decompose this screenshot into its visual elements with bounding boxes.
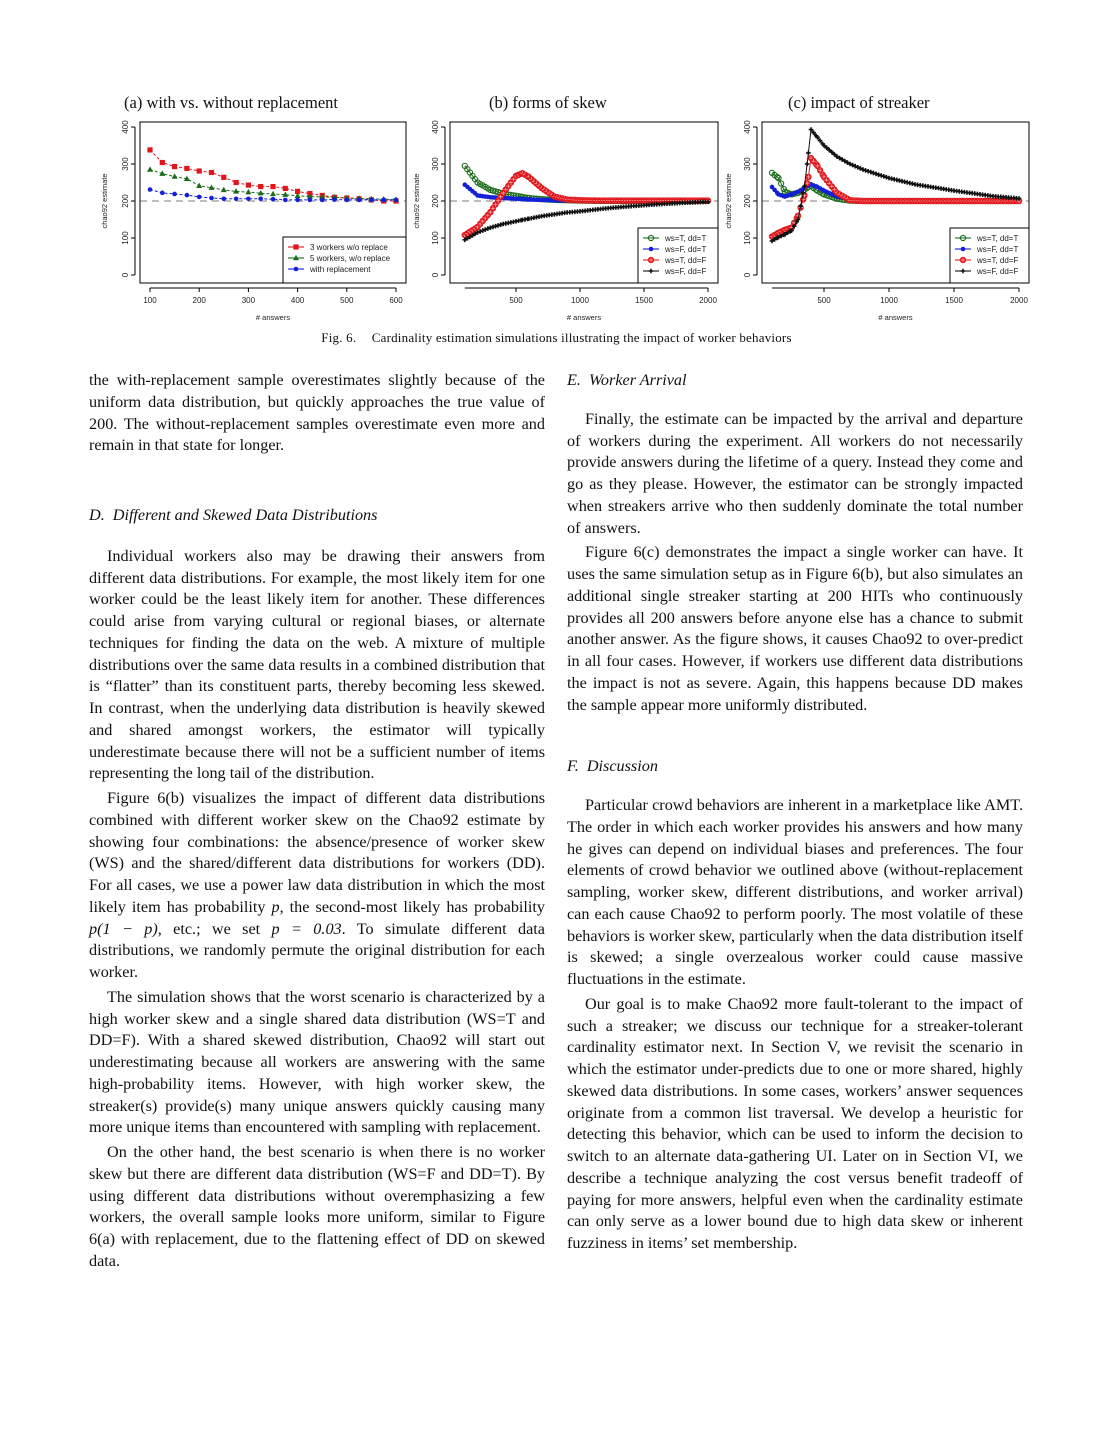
legend-label: ws=F, dd=F: [665, 267, 707, 276]
section-number: F.: [567, 757, 579, 776]
x-tick-label: 2000: [1010, 296, 1028, 305]
data-point: [234, 196, 239, 201]
data-point: [148, 187, 153, 192]
chart-panel-b: [412, 120, 718, 322]
y-tick-label: 300: [743, 157, 752, 171]
data-point: [258, 196, 263, 201]
legend-marker: [960, 257, 966, 263]
paragraph-intro: the with-replacement sample overestimates slightly because of the uniform data distribution, but quickly approaches the true value of 200. The without-replacement samples overestimate even more and remain in that state for longer.: [89, 371, 545, 455]
section-number: D.: [89, 506, 105, 524]
section-title: Different and Skewed Data Distributions: [112, 506, 378, 524]
data-point: [246, 182, 251, 187]
legend-label: ws=T, dd=T: [977, 234, 1019, 243]
math-p-one-minus-p: p(1 − p): [89, 919, 158, 938]
data-point: [197, 168, 202, 173]
data-point: [258, 184, 263, 189]
data-point: [394, 198, 399, 203]
x-tick-label: 1000: [880, 296, 898, 305]
legend-label: ws=F, dd=T: [977, 245, 1019, 254]
x-tick-label: 1500: [945, 296, 963, 305]
y-tick-label: 100: [121, 231, 130, 245]
x-tick-label: 200: [192, 296, 206, 305]
x-tick-label: 300: [241, 296, 256, 305]
data-point: [196, 183, 202, 188]
section-heading-d: [89, 505, 545, 527]
x-tick-label: 2000: [699, 296, 717, 305]
legend: [638, 228, 718, 283]
data-point: [185, 193, 190, 198]
section-number: E.: [567, 371, 581, 389]
x-axis-label: # answers: [566, 313, 602, 322]
data-point: [245, 189, 251, 194]
figure-caption: [0, 330, 1113, 346]
data-point: [308, 198, 313, 203]
data-point: [320, 198, 325, 203]
caption-text: Cardinality estimation simulations illustrating the impact of worker behaviors: [371, 330, 792, 345]
data-point: [209, 196, 214, 201]
y-tick-label: 0: [431, 272, 440, 278]
y-tick-label: 400: [743, 120, 752, 134]
right-column: [567, 370, 1023, 1258]
data-point: [271, 197, 276, 202]
data-point: [295, 198, 300, 203]
y-tick-label: 200: [431, 194, 440, 208]
data-point: [381, 198, 386, 203]
figure-6-charts: [0, 0, 1113, 330]
panel-title-b: (b) forms of skew: [489, 93, 607, 112]
legend-label: ws=F, dd=T: [665, 245, 707, 254]
data-point: [209, 170, 214, 175]
section-title: Worker Arrival: [588, 371, 687, 389]
y-tick-label: 200: [743, 194, 752, 208]
x-tick-label: 1000: [571, 296, 589, 305]
section-heading-f: [567, 756, 1023, 778]
x-tick-label: 1500: [635, 296, 653, 305]
data-point: [172, 173, 178, 178]
y-tick-label: 400: [121, 120, 130, 134]
y-axis-label: chao92 estimate: [724, 173, 733, 229]
data-point: [172, 192, 177, 197]
x-tick-label: 500: [817, 296, 831, 305]
paragraph: The simulation shows that the worst scenario is characterized by a high worker skew and a single shared data distribution (WS=T and DD=F). With a shared skewed distribution, Chao92 will start out underestimating because all workers are answering with the same high-probability items. However, with high worker skew, the streaker(s) provide(s) many unique answers quickly causing many more unique items than encountered with sampling with replacement.: [89, 987, 545, 1137]
legend-marker: [648, 257, 654, 263]
text-run: Figure 6(b) visualizes the impact of different data distributions combined with different worker skew on the Chao92 estimate by showing four combinations: the absence/presence of worker skew (WS) and the shared/different data distributions for workers (DD). For all cases, we use a power law data distribution in which the most likely item has probability: [89, 789, 545, 916]
y-tick-label: 400: [431, 120, 440, 134]
x-tick-label: 500: [509, 296, 523, 305]
y-axis-label: chao92 estimate: [412, 173, 421, 229]
data-point: [283, 198, 288, 203]
series-line: [772, 158, 1019, 236]
data-point: [270, 184, 275, 189]
panel-title-a: (a) with vs. without replacement: [124, 93, 338, 112]
y-tick-label: 100: [431, 231, 440, 245]
data-point: [147, 166, 153, 171]
chart-panel-a: [100, 120, 406, 322]
left-column: [89, 370, 545, 1276]
data-point: [806, 174, 812, 180]
paragraph: Finally, the estimate can be impacted by the arrival and departure of workers during the experiment. All workers do not necessarily provide answers during the lifetime of a query. Instead they come and go as they please. However, the estimator can be strongly impacted when streakers arrive who then suddenly dominate the total number of answers.: [567, 409, 1023, 537]
section-title: Discussion: [586, 757, 658, 776]
data-point: [234, 180, 239, 185]
data-point: [345, 198, 350, 203]
data-point: [357, 198, 362, 203]
data-point: [222, 196, 227, 201]
paragraph: Particular crowd behaviors are inherent in a marketplace like AMT. The order in which each worker provides his answers and how many he gives can depend on individual biases and preferences. The four elements of crowd behavior we outlined above (without-replacement sampling, worker skew, different distributions, and worker arrival) can each cause Chao92 to perform poorly. The most volatile of these behaviors is worker skew, particularly when the data distribution itself is skewed; a single overzealous worker could cause massive fluctuations in the estimate.: [567, 796, 1023, 988]
y-tick-label: 0: [121, 272, 130, 278]
math-p-equals: p = 0.03: [271, 919, 342, 938]
text-run: . To simulate different data distributions, we randomly permute the original distribution for each worker.: [89, 919, 545, 981]
data-point: [270, 191, 276, 196]
y-tick-label: 300: [121, 157, 130, 171]
data-point: [160, 160, 165, 165]
data-point: [332, 197, 337, 202]
x-tick-label: 400: [290, 296, 305, 305]
y-tick-label: 0: [743, 272, 752, 278]
legend-marker: [294, 267, 299, 272]
data-point: [172, 164, 177, 169]
data-point: [246, 196, 251, 201]
paragraph: On the other hand, the best scenario is when there is no worker skew but there are different data distribution (WS=F and DD=T). By using different data distributions without overemphasizing a few workers, the overall sample looks more uniform, similar to Figure 6(a) with replacement, due to the flattening effect of DD on skewed data.: [89, 1143, 545, 1270]
chart-panel-c: [724, 120, 1029, 322]
legend: [283, 237, 406, 283]
legend-marker: [293, 244, 298, 249]
legend-label: ws=T, dd=F: [665, 256, 707, 265]
legend-label: 3 workers w/o replace: [310, 243, 388, 252]
paragraph: Our goal is to make Chao92 more fault-tolerant to the impact of such a streaker; we discuss our technique for a streaker-tolerant cardinality estimator next. In Section V, we revisit the scenario in which the estimator under-predicts due to one or more shared, highly skewed data distributions. In some cases, workers’ answer sequences originate from a common list traversal. We develop a heuristic for detecting this behavior, which can be used to inform the decision to switch to an alternate data-gathering UI. Later on in Section VI, we describe a technique analyzing the cost versus benefit tradeoff of paying for more answers, helpful even when the cardinality estimate can only serve as a lower bound due to high data skew or inherent fuzziness in items’ set membership.: [567, 994, 1023, 1252]
data-point: [806, 151, 811, 156]
y-tick-label: 100: [743, 231, 752, 245]
data-point: [369, 198, 374, 203]
x-tick-label: 600: [389, 296, 403, 305]
legend-label: with replacement: [310, 265, 371, 274]
y-axis-label: chao92 estimate: [100, 173, 109, 229]
data-point: [147, 147, 152, 152]
math-p: p: [271, 897, 280, 916]
paragraph: Individual workers also may be drawing their answers from different data distributions. For example, the most likely item for one worker could be the least likely item for another. These differences could arise from varying cultural or regional biases, or alternate techniques for finding the data on the web. A mixture of multiple distributions over the same data results in a combined distribution that is “flatter” than its constituent parts, thereby becoming less skewed. In contrast, when the underlying data distribution is heavily skewed and shared amongst workers, the estimator will typically underestimate because there will not be a sufficient number of items representing the long tail of the distribution.: [89, 546, 545, 783]
legend-marker: [961, 247, 966, 252]
caption-label: Fig. 6.: [321, 330, 357, 345]
paragraph: Figure 6(c) demonstrates the impact a single worker can have. It uses the same simulation setup as in Figure 6(b), but also simulates an additional single streaker starting at 200 HITs who continuously provides all 200 answers before anyone else has a chance to submit another answer. As the figure shows, it causes Chao92 to over-predict in all four cases. However, if workers use different data distributions the impact is not as severe. Again, this happens because DD makes the sample appear more uniformly distributed.: [567, 543, 1023, 714]
legend-label: ws=T, dd=F: [977, 256, 1019, 265]
x-axis-label: # answers: [878, 313, 913, 322]
legend: [950, 228, 1029, 283]
y-tick-label: 200: [121, 194, 130, 208]
legend-label: ws=F, dd=F: [977, 267, 1019, 276]
data-point: [283, 186, 288, 191]
y-tick-label: 300: [431, 157, 440, 171]
legend-label: ws=T, dd=T: [665, 234, 707, 243]
x-axis-label: # answers: [255, 313, 291, 322]
legend-label: 5 workers, w/o replace: [310, 254, 391, 263]
data-point: [805, 162, 810, 167]
text-run: , the second-most likely has probability: [279, 897, 545, 916]
data-point: [184, 166, 189, 171]
legend-marker: [649, 247, 654, 252]
paragraph: [89, 788, 545, 984]
section-heading-e: [567, 370, 1023, 392]
x-tick-label: 100: [143, 296, 157, 305]
data-point: [221, 175, 226, 180]
panel-title-c: (c) impact of streaker: [788, 93, 930, 112]
text-run: , etc.; we set: [157, 919, 272, 938]
x-tick-label: 500: [340, 296, 354, 305]
data-point: [197, 195, 202, 200]
data-point: [160, 191, 165, 196]
